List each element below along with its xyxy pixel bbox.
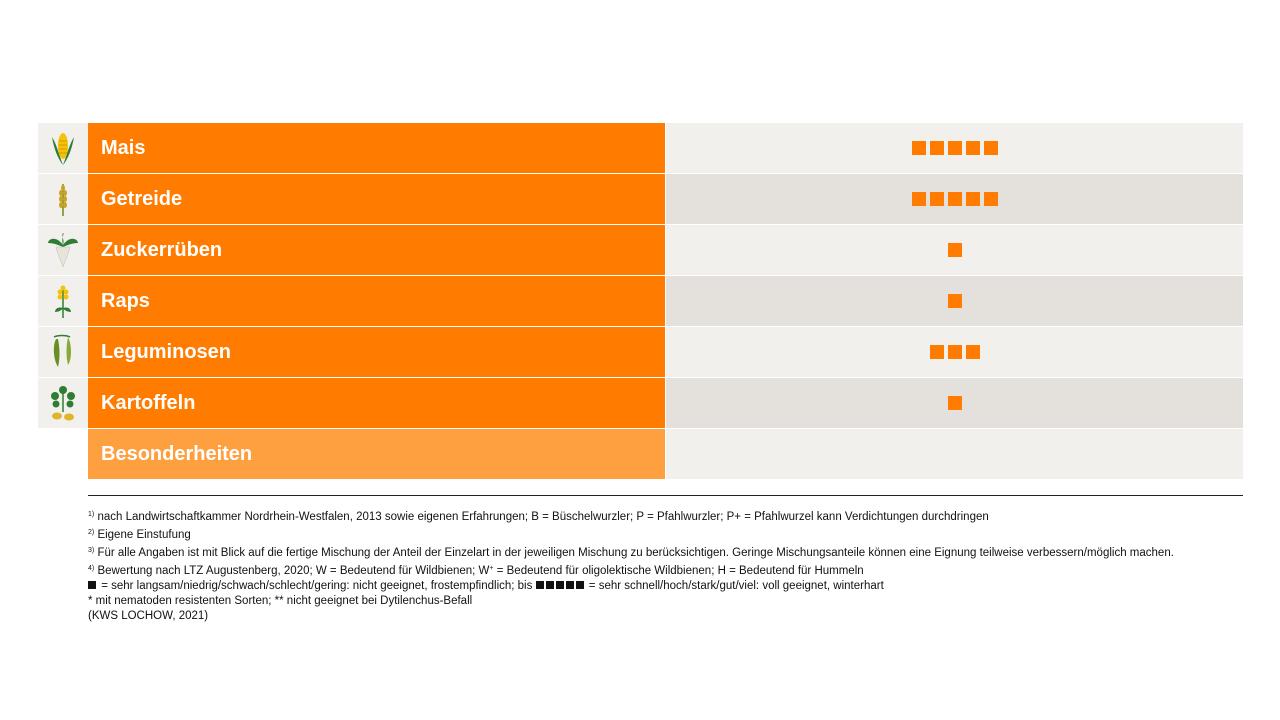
scale-square-icon [88, 581, 96, 589]
scale-legend: = sehr langsam/niedrig/schwach/schlecht/gering: nicht geeignet, frostempfindlich; bis = sehr schnell/hoch/stark/gut/viel: voll geeignet, winterhart [88, 579, 1248, 594]
footnotes [88, 507, 1248, 624]
rating-square [912, 141, 926, 155]
rating-square [984, 141, 998, 155]
table-row [38, 225, 1243, 275]
rating-square [930, 141, 944, 155]
rating-square [948, 294, 962, 308]
wheat-icon [38, 174, 88, 224]
scale-square-icon [546, 581, 554, 589]
footnote-divider [88, 495, 1243, 496]
footnote-2: $^{2)}$ Eigene Einstufung [88, 529, 191, 541]
rating-cell [666, 276, 1243, 326]
corn-icon [38, 123, 88, 173]
row-label: Besonderheiten [88, 429, 665, 479]
rating-cell [666, 225, 1243, 275]
scale-square-icon [536, 581, 544, 589]
rating-square [930, 192, 944, 206]
row-label: Raps [88, 276, 665, 326]
footnote-1: $^{1)}$ nach Landwirtschaftkammer Nordrhein-Westfalen, 2013 sowie eigenen Erfahrungen; B = Büschelwurzler; P = Pfahlwurzler; P+ = Pfahlwurzel kann Verdichtungen durchdringen [88, 511, 989, 523]
row-label: Getreide [88, 174, 665, 224]
footnote-4: $^{4)}$ Bewertung nach LTZ Augustenberg, 2020; W = Bedeutend für Wildbienen; W+ = Bedeutend für oligolektische Wildbienen; H = Bedeutend für Hummeln [88, 565, 864, 577]
rating-square [930, 345, 944, 359]
table-row [38, 174, 1243, 224]
rating-square [966, 192, 980, 206]
table-row [38, 123, 1243, 173]
rating-cell [666, 327, 1243, 377]
table-row [38, 327, 1243, 377]
rating-cell [666, 429, 1243, 479]
footnote-star: * mit nematoden resistenten Sorten; ** nicht geeignet bei Dytilenchus-Befall [88, 595, 473, 607]
potato-plant-icon [38, 378, 88, 428]
rapeseed-icon [38, 276, 88, 326]
row-label: Zuckerrüben [88, 225, 665, 275]
scale-square-icon [576, 581, 584, 589]
sugar-beet-icon [38, 225, 88, 275]
rating-cell [666, 123, 1243, 173]
row-label: Kartoffeln [88, 378, 665, 428]
rating-square [966, 141, 980, 155]
table-row [38, 378, 1243, 428]
rating-square [948, 141, 962, 155]
row-label: Mais [88, 123, 665, 173]
rating-square [948, 243, 962, 257]
table-row [38, 429, 1243, 479]
rating-square [966, 345, 980, 359]
scale-square-icon [566, 581, 574, 589]
source: (KWS LOCHOW, 2021) [88, 610, 209, 622]
rating-cell [666, 378, 1243, 428]
row-label: Leguminosen [88, 327, 665, 377]
rating-square [948, 345, 962, 359]
rating-square [984, 192, 998, 206]
rating-cell [666, 174, 1243, 224]
legume-pod-icon [38, 327, 88, 377]
footnote-3: $^{3)}$ Für alle Angaben ist mit Blick auf die fertige Mischung der Anteil der Einzelart in der jeweiligen Mischung zu berücksichtigen. Geringe Mischungsanteile können eine Eignung teilweise verbessern/möglich machen. [88, 547, 1174, 559]
scale-square-icon [556, 581, 564, 589]
rating-square [912, 192, 926, 206]
rating-square [948, 192, 962, 206]
rating-square [948, 396, 962, 410]
table-row [38, 276, 1243, 326]
